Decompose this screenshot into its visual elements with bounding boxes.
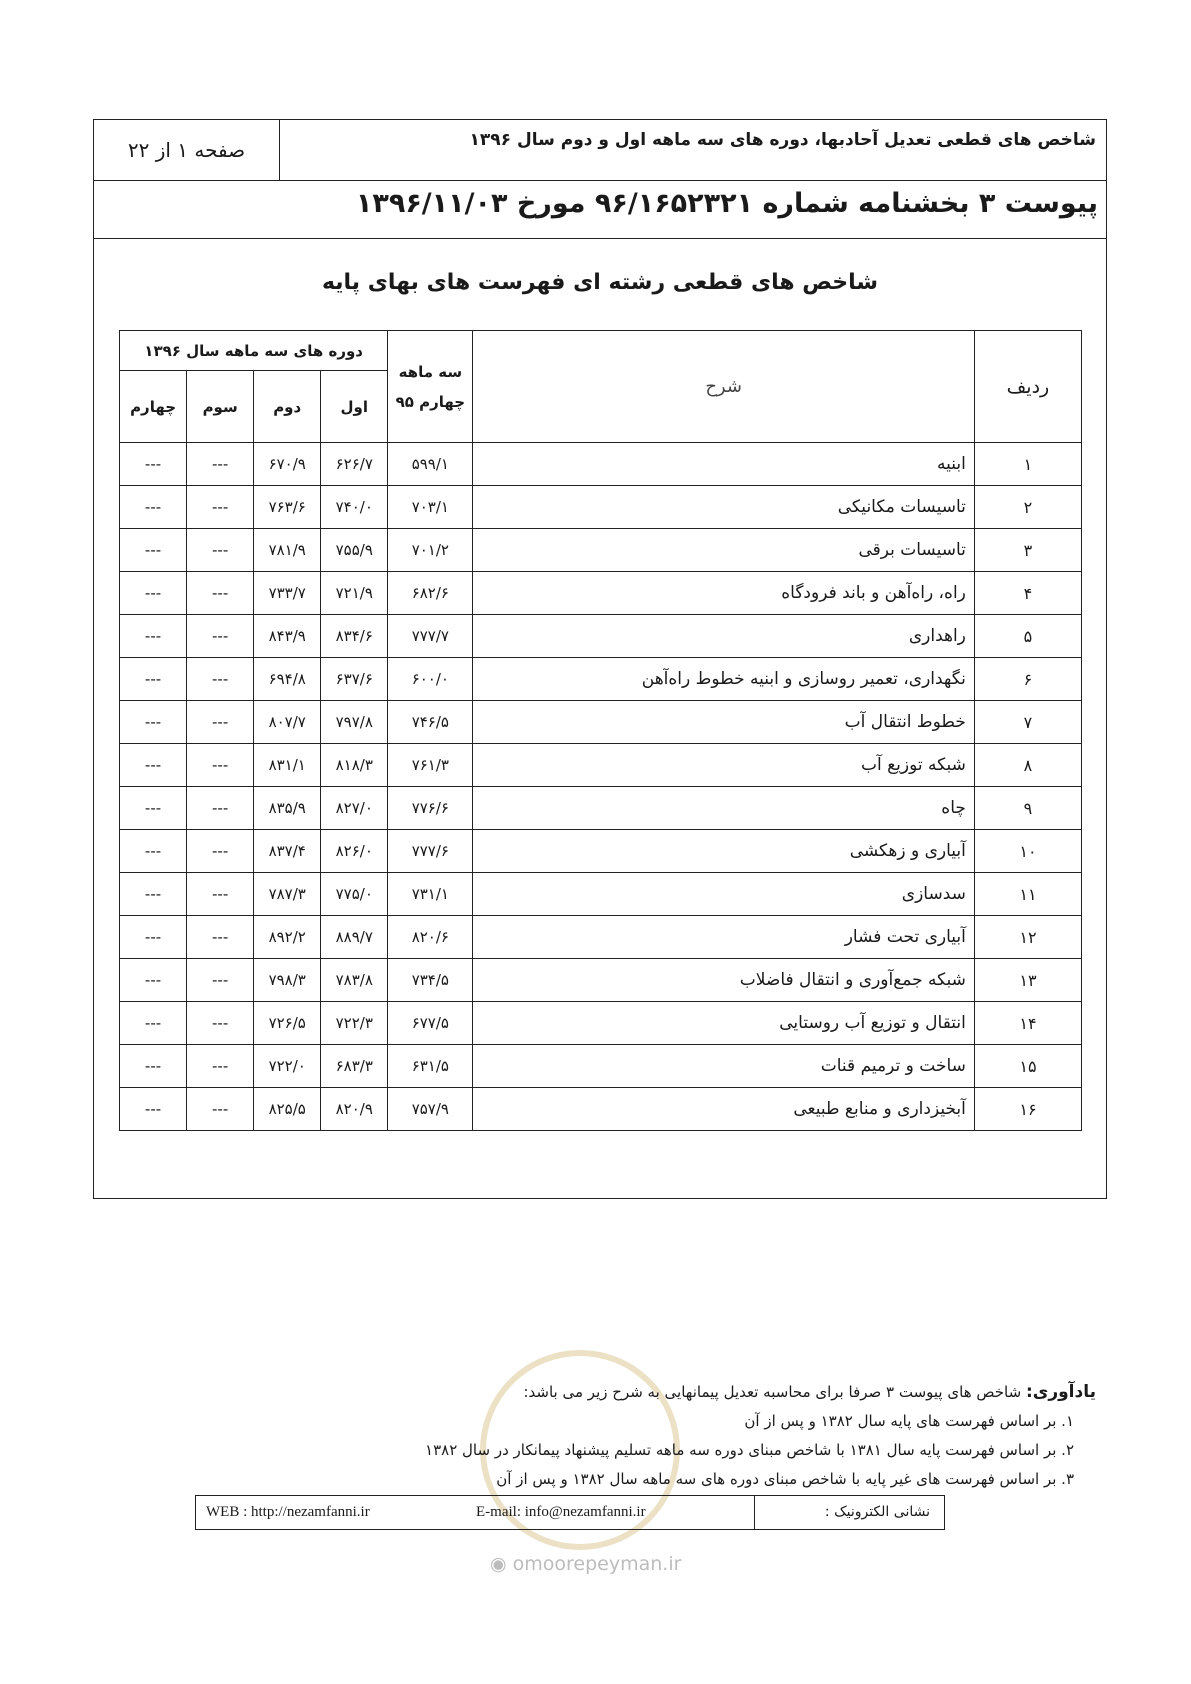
q4-value-cell: --- (120, 1088, 187, 1131)
row-number-cell: ۶ (974, 658, 1081, 701)
row-number-cell: ۴ (974, 572, 1081, 615)
table-row (120, 529, 1082, 572)
q4-95-value-cell: ۶۷۷/۵ (388, 1002, 473, 1045)
website-link[interactable]: WEB : http://nezamfanni.ir (206, 1504, 370, 1520)
q1-value-cell: ۷۲۱/۹ (321, 572, 388, 615)
q1-value-cell: ۸۲۷/۰ (321, 787, 388, 830)
notes-intro: شاخص های پیوست ۳ صرفا برای محاسبه تعدیل پیمانهایی به شرح زیر می باشد: (523, 1383, 1022, 1401)
table-row (120, 959, 1082, 1002)
q4-value-cell: --- (120, 1045, 187, 1088)
table-row (120, 658, 1082, 701)
q2-value-cell: ۷۲۲/۰ (254, 1045, 321, 1088)
q1-value-cell: ۶۸۳/۳ (321, 1045, 388, 1088)
description-cell: انتقال و توزیع آب روستایی (473, 1002, 975, 1045)
table-row (120, 744, 1082, 787)
col-header-description: شرح (473, 331, 975, 443)
q2-value-cell: ۸۳۱/۱ (254, 744, 321, 787)
q1-value-cell: ۸۸۹/۷ (321, 916, 388, 959)
index-table (119, 330, 1082, 1131)
note-item: ۱. بر اساس فهرست های پایه سال ۱۳۸۲ و پس از آن (744, 1412, 1074, 1430)
q4-value-cell: --- (120, 959, 187, 1002)
q4-95-value-cell: ۸۲۰/۶ (388, 916, 473, 959)
q3-value-cell: --- (187, 744, 254, 787)
q4-value-cell: --- (120, 615, 187, 658)
page-number: صفحه ۱ از ۲۲ (94, 120, 280, 180)
q3-value-cell: --- (187, 1002, 254, 1045)
q2-value-cell: ۷۳۳/۷ (254, 572, 321, 615)
description-cell: نگهداری، تعمیر روسازی و ابنیه خطوط راه‌آهن (473, 658, 975, 701)
q4-value-cell: --- (120, 529, 187, 572)
q2-value-cell: ۷۸۷/۳ (254, 873, 321, 916)
q4-value-cell: --- (120, 744, 187, 787)
q4-value-cell: --- (120, 658, 187, 701)
col-header-q2: دوم (254, 371, 321, 443)
document-title: شاخص های قطعی تعدیل آحادبها، دوره های سه ماهه اول و دوم سال ۱۳۹۶ (469, 130, 1096, 150)
q4-value-cell: --- (120, 916, 187, 959)
q3-value-cell: --- (187, 658, 254, 701)
q1-value-cell: ۸۲۰/۹ (321, 1088, 388, 1131)
table-row (120, 486, 1082, 529)
note-item: ۲. بر اساس فهرست پایه سال ۱۳۸۱ با شاخص مبنای دوره سه ماهه تسلیم پیشنهاد پیمانکار در سال ۱۳۸۲ (425, 1441, 1074, 1459)
q4-value-cell: --- (120, 443, 187, 486)
q1-value-cell: ۷۷۵/۰ (321, 873, 388, 916)
row-number-cell: ۳ (974, 529, 1081, 572)
row-number-cell: ۹ (974, 787, 1081, 830)
q1-value-cell: ۷۲۲/۳ (321, 1002, 388, 1045)
q2-value-cell: ۷۶۳/۶ (254, 486, 321, 529)
q1-value-cell: ۶۲۶/۷ (321, 443, 388, 486)
description-cell: شبکه توزیع آب (473, 744, 975, 787)
q2-value-cell: ۷۹۸/۳ (254, 959, 321, 1002)
q4-value-cell: --- (120, 873, 187, 916)
globe-icon: ◉ (490, 1553, 507, 1575)
q1-value-cell: ۸۲۶/۰ (321, 830, 388, 873)
description-cell: شبکه جمع‌آوری و انتقال فاضلاب (473, 959, 975, 1002)
table-row (120, 615, 1082, 658)
table-row (120, 787, 1082, 830)
description-cell: ابنیه (473, 443, 975, 486)
q2-value-cell: ۸۲۵/۵ (254, 1088, 321, 1131)
description-cell: خطوط انتقال آب (473, 701, 975, 744)
table-row (120, 873, 1082, 916)
q3-value-cell: --- (187, 443, 254, 486)
row-number-cell: ۸ (974, 744, 1081, 787)
description-cell: آبیاری تحت فشار (473, 916, 975, 959)
q3-value-cell: --- (187, 1088, 254, 1131)
col-header-row-number: ردیف (974, 331, 1081, 443)
watermark-label: omoorepeyman.ir (512, 1553, 682, 1575)
q4-95-value-cell: ۷۷۷/۷ (388, 615, 473, 658)
q3-value-cell: --- (187, 701, 254, 744)
table-row (120, 1002, 1082, 1045)
row-number-cell: ۱۴ (974, 1002, 1081, 1045)
q2-value-cell: ۶۷۰/۹ (254, 443, 321, 486)
q2-value-cell: ۷۸۱/۹ (254, 529, 321, 572)
table-row (120, 830, 1082, 873)
notes-label: یادآوری: (1025, 1382, 1096, 1402)
q4-value-cell: --- (120, 701, 187, 744)
q2-value-cell: ۸۴۳/۹ (254, 615, 321, 658)
q3-value-cell: --- (187, 1045, 254, 1088)
table-row (120, 1045, 1082, 1088)
col-group-1396: دوره های سه ماهه سال ۱۳۹۶ (120, 331, 388, 371)
col-header-q1: اول (321, 371, 388, 443)
q1-value-cell: ۸۱۸/۳ (321, 744, 388, 787)
row-number-cell: ۲ (974, 486, 1081, 529)
q4-95-value-cell: ۷۵۷/۹ (388, 1088, 473, 1131)
q4-95-value-cell: ۷۷۶/۶ (388, 787, 473, 830)
q3-value-cell: --- (187, 572, 254, 615)
row-number-cell: ۱۶ (974, 1088, 1081, 1131)
note-item: ۳. بر اساس فهرست های غیر پایه با شاخص مبنای دوره های سه ماهه سال ۱۳۸۲ و پس از آن (496, 1470, 1074, 1488)
q4-95-value-cell: ۶۸۲/۶ (388, 572, 473, 615)
q3-value-cell: --- (187, 873, 254, 916)
description-cell: آبخیزداری و منابع طبیعی (473, 1088, 975, 1131)
q2-value-cell: ۸۰۷/۷ (254, 701, 321, 744)
q4-95-value-cell: ۵۹۹/۱ (388, 443, 473, 486)
table-title: شاخص های قطعی رشته ای فهرست های بهای پایه (321, 270, 879, 295)
q4-95-value-cell: ۷۴۶/۵ (388, 701, 473, 744)
q4-value-cell: --- (120, 1002, 187, 1045)
header-bar (94, 120, 1106, 181)
table-row (120, 701, 1082, 744)
q4-95-value-cell: ۷۳۱/۱ (388, 873, 473, 916)
q3-value-cell: --- (187, 529, 254, 572)
footer-contact-box (195, 1495, 945, 1530)
q4-95-value-cell: ۶۳۱/۵ (388, 1045, 473, 1088)
q3-value-cell: --- (187, 916, 254, 959)
row-number-cell: ۵ (974, 615, 1081, 658)
q1-value-cell: ۷۸۳/۸ (321, 959, 388, 1002)
col-header-q3: سوم (187, 371, 254, 443)
q2-value-cell: ۸۹۲/۲ (254, 916, 321, 959)
notes-section (196, 1378, 1096, 1494)
q4-95-value-cell: ۷۷۷/۶ (388, 830, 473, 873)
description-cell: آبیاری و زهکشی (473, 830, 975, 873)
q3-value-cell: --- (187, 787, 254, 830)
q2-value-cell: ۸۳۵/۹ (254, 787, 321, 830)
q4-value-cell: --- (120, 572, 187, 615)
row-number-cell: ۱۵ (974, 1045, 1081, 1088)
row-number-cell: ۱ (974, 443, 1081, 486)
table-row (120, 1088, 1082, 1131)
q1-value-cell: ۸۳۴/۶ (321, 615, 388, 658)
row-number-cell: ۷ (974, 701, 1081, 744)
q1-value-cell: ۷۵۵/۹ (321, 529, 388, 572)
q1-value-cell: ۷۹۷/۸ (321, 701, 388, 744)
q3-value-cell: --- (187, 959, 254, 1002)
q4-95-value-cell: ۷۳۴/۵ (388, 959, 473, 1002)
annex-title: پیوست ۳ بخشنامه شماره ۹۶/۱۶۵۲۳۲۱ مورخ ۱۳۹۶/۱۱/۰۳ (355, 188, 1098, 219)
table-row (120, 443, 1082, 486)
description-cell: تاسیسات برقی (473, 529, 975, 572)
q4-value-cell: --- (120, 830, 187, 873)
q2-value-cell: ۸۳۷/۴ (254, 830, 321, 873)
q4-value-cell: --- (120, 787, 187, 830)
email-link[interactable]: E-mail: info@nezamfanni.ir (476, 1504, 646, 1520)
q4-95-value-cell: ۷۶۱/۳ (388, 744, 473, 787)
q3-value-cell: --- (187, 830, 254, 873)
q4-95-value-cell: ۶۰۰/۰ (388, 658, 473, 701)
q1-value-cell: ۶۳۷/۶ (321, 658, 388, 701)
annex-bar (94, 180, 1106, 239)
q4-95-value-cell: ۷۰۱/۲ (388, 529, 473, 572)
row-number-cell: ۱۰ (974, 830, 1081, 873)
table-row (120, 916, 1082, 959)
table-row (120, 572, 1082, 615)
col-header-q4-95: سه ماهه چهارم ۹۵ (388, 331, 473, 443)
q2-value-cell: ۷۲۶/۵ (254, 1002, 321, 1045)
description-cell: تاسیسات مکانیکی (473, 486, 975, 529)
contact-label: نشانی الکترونیک : (754, 1496, 944, 1529)
description-cell: ساخت و ترمیم قنات (473, 1045, 975, 1088)
description-cell: راهداری (473, 615, 975, 658)
q3-value-cell: --- (187, 615, 254, 658)
row-number-cell: ۱۳ (974, 959, 1081, 1002)
row-number-cell: ۱۲ (974, 916, 1081, 959)
col-header-q4: چهارم (120, 371, 187, 443)
notes-intro-line (196, 1378, 1096, 1407)
q3-value-cell: --- (187, 486, 254, 529)
q4-95-value-cell: ۷۰۳/۱ (388, 486, 473, 529)
document-frame (93, 119, 1107, 1199)
q4-value-cell: --- (120, 486, 187, 529)
q1-value-cell: ۷۴۰/۰ (321, 486, 388, 529)
row-number-cell: ۱۱ (974, 873, 1081, 916)
description-cell: راه، راه‌آهن و باند فرودگاه (473, 572, 975, 615)
description-cell: چاه (473, 787, 975, 830)
description-cell: سدسازی (473, 873, 975, 916)
q2-value-cell: ۶۹۴/۸ (254, 658, 321, 701)
watermark-text (490, 1553, 681, 1575)
